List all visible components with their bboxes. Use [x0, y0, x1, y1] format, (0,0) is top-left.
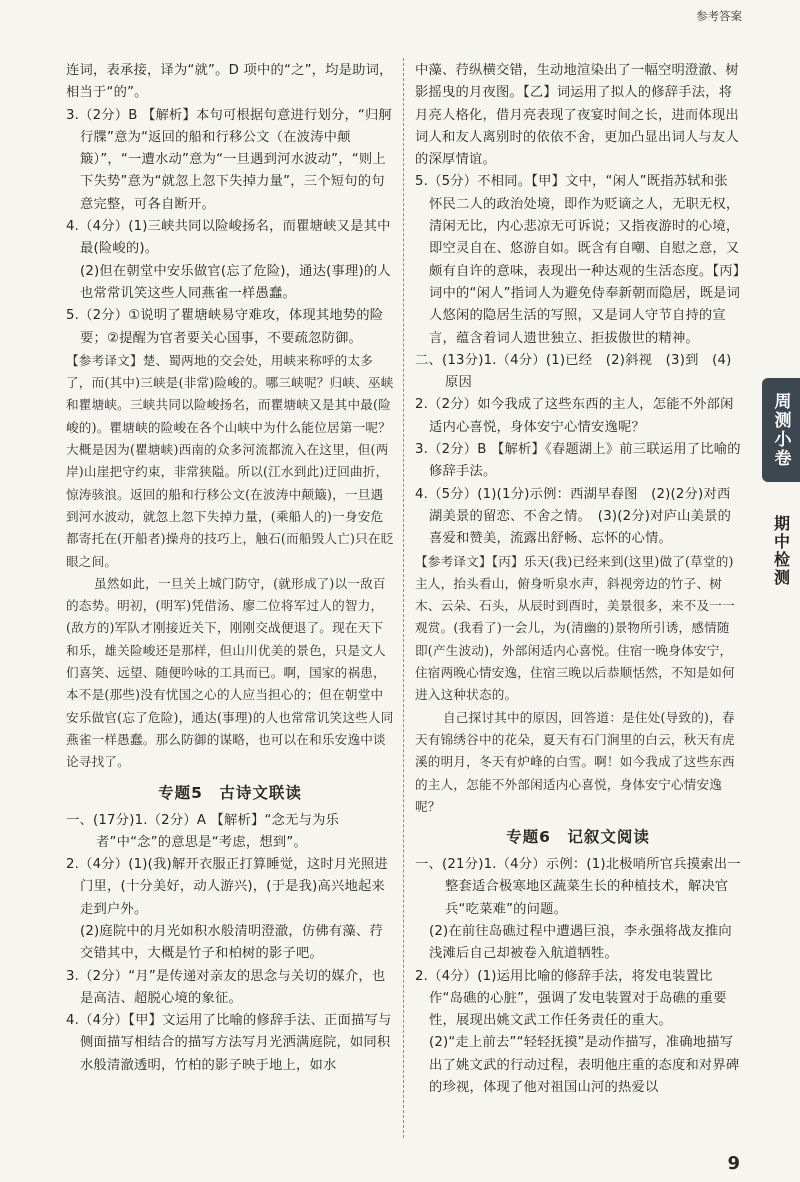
left-column — [66, 60, 394, 1077]
answer-item: 3.（2分）B 【解析】《春题湖上》前三联运用了比喻的修辞手法。 — [415, 442, 741, 480]
answer-item: 3.（2分）B 【解析】本句可根据句意进行划分，“归舸行牒”意为“返回的船和行移公文（在波涛中颠簸）”，“一遭水动”意为“一旦遇到河水波动”，“则上下失势”意为“就忽上忽下失掉力量”，三个短句的句意完整，可各自断开。 — [66, 107, 393, 212]
answer-item: (2)但在朝堂中安乐做官(忘了危险)，通达(事理)的人也常常讥笑这些人同燕雀一样愚蠢。 — [80, 263, 391, 301]
column-divider — [403, 58, 404, 1138]
reference-translation: 虽然如此，一旦关上城门防守，(就形成了)以一敌百的态势。明初，(明军)凭借汤、廖二位将军过人的智力，(敌方的)军队才刚接近关下，刚刚交战便退了。现在天下和乐，雄关险峻还是那样，但山川优美的景色，只是文人们喜笑、远望、随便吟咏的工具而已。啊，国家的祸患，本不是(那些)没有忧国之心的人应当担心的；但在朝堂中安乐做官(忘了危险)，通达(事理)的人也常常讥笑这些人同燕雀一样愚蠢。那么防御的谋略，也可以在和乐安逸中谈论寻找了。 — [66, 575, 394, 770]
answer-item: 3.（2分）“月”是传递对亲友的思念与关切的媒介，也是高洁、超脱心境的象征。 — [66, 968, 386, 1006]
answer-item: (2)庭院中的月光如积水般清明澄澈，仿佛有藻、荇交错其中，大概是竹子和柏树的影子吧。 — [80, 923, 383, 962]
answer-item: 二、(13分)1.（4分）(1)已经 (2)斜视 (3)到 (4)原因 — [415, 352, 732, 391]
answer-text: 中藻、荇纵横交错，生动地渲染出了一幅空明澄澈、树影摇曳的月夜图。【乙】词运用了拟人的修辞手法，将月亮人格化，借月亮表现了夜宴时间之长，进而体现出词人和友人离别时的依依不舍，更加凸显出词人与友人的深厚情谊。 — [415, 63, 739, 168]
answer-text: 连词，表承接，译为“就”。D 项中的“之”，均是助词，相当于“的”。 — [66, 63, 393, 101]
right-column — [415, 60, 741, 1099]
answer-item: 4.（4分）【甲】文运用了比喻的修辞手法、正面描写与侧面描写相结合的描写方法写月光洒满庭院，如同积水般清澈透明，竹柏的影子映于地上，如水 — [66, 1013, 392, 1073]
answer-item: 一、(17分)1.（2分）A 【解析】“念无与为乐者”中“念”的意思是“考虑，想到”。 — [66, 812, 340, 850]
side-tab-midterm: 期中检测 — [771, 515, 791, 587]
answer-item: 4.（4分）(1)三峡共同以险峻扬名，而瞿塘峡又是其中最(险峻的)。 — [66, 219, 391, 257]
page-header-title: 参考答案 — [696, 9, 742, 23]
answer-item: 4.（5分）(1)(1分)示例：西湖早春图 (2)(2分)对西湖美景的留恋、不舍之情。 (3)(2分)对庐山美景的喜爱和赞美，流露出舒畅、忘怀的心情。 — [415, 486, 732, 547]
answer-item: 2.（4分）(1)(我)解开衣服正打算睡觉，这时月光照进门里，(十分美好，动人游兴)，(于是我)高兴地起来走到户外。 — [66, 857, 388, 917]
answer-item: (2)在前往岛礁过程中遭遇巨浪，李永强将战友推向浅滩后自己却被卷入航道牺牲。 — [429, 923, 732, 962]
reference-translation: 【参考译文】【丙】乐天(我)已经来到(这里)做了(草堂的)主人，抬头看山，俯身听泉水声，斜视旁边的竹子、树木、云朵、石头，从辰时到酉时，美景很多，来不及一一观赏。(我看了)一会儿，为(清幽的)景物所引诱，感情随即(产生波动)，外部闲适内心喜悦。住宿一晚身体安宁，住宿两晚心情安逸，住宿三晚以后恭顺恬然，不知是如何进入这种状态的。 — [415, 553, 735, 703]
topic-heading: 专题5 古诗文联读 — [158, 783, 302, 802]
answer-item: 5.（5分）不相同。【甲】文中，“闲人”既指苏轼和张怀民二人的政治处境，即作为贬谪之人，无职无权，清闲无比，内心悲凉无可诉说；又指夜游时的心境，即空灵自在、悠游自如。既含有自嘲、自慰之意，又颇有自许的意味，表现出一种达观的生活态度。【丙】词中的“闲人”指词人为避免侍奉新朝而隐居，既是词人悠闲的隐居生活的写照，又是词人守节自持的宣言，蕴含着词人遗世独立、拒拔傲世的精神。 — [415, 174, 741, 346]
reference-translation: 【参考译文】楚、蜀两地的交会处，用峡来称呼的太多了，而(其中)三峡是(非常)险峻的。哪三峡呢？归峡、巫峡和瞿塘峡。三峡共同以险峻扬名，而瞿塘峡又是其中最(险峻的)。瞿塘峡的险峻在各个山峡中为什么能位居第一呢？大概是因为(瞿塘峡)西南的众多河流都流入在这里，但(两岸)山崖把守约束，非常狭隘。所以(江水到此)迂回曲折，惊涛骇浪。返回的船和行移公文(在波涛中颠簸)，一旦遇到河水波动，就忽上忽下失掉力量，(乘船人的)一身安危都寄托在(开船者)操舟的技巧上，触石(而船毁人亡)只在眨眼之间。 — [66, 352, 394, 569]
answer-item: 2.（2分）如今我成了这些东西的主人，怎能不外部闲适内心喜悦，身体安宁心情安逸呢？ — [415, 397, 734, 435]
answer-item: 5.（2分）①说明了瞿塘峡易守难攻，体现其地势的险要；②提醒为官者要关心国事，不要疏忽防御。 — [66, 308, 384, 346]
reference-translation: 自己探讨其中的原因，回答道：是住处(导致的)，春天有锦绣谷中的花朵，夏天有石门涧里的白云，秋天有虎溪的明月，冬天有炉峰的白雪。啊！如今我成了这些东西的主人，怎能不外部闲适内心喜悦，身体安宁心情安逸呢？ — [415, 709, 735, 814]
side-tab — [756, 378, 800, 738]
answer-item: (2)“走上前去”“轻轻抚摸”是动作描写，准确地描写出了姚文武的行动过程，表明他庄重的态度和对界碑的珍视，体现了他对祖国山河的热爱以 — [429, 1035, 740, 1096]
answer-item: 一、(21分)1.（4分）示例：(1)北极哨所官兵摸索出一整套适合极寒地区蔬菜生长的种植技术，解决官兵“吃菜难”的问题。 — [415, 857, 741, 917]
topic-heading: 专题6 记叙文阅读 — [506, 828, 650, 847]
answer-item: 2.（4分）(1)运用比喻的修辞手法，将发电装置比作“岛礁的心脏”，强调了发电装置对于岛礁的重要性，展现出姚文武工作任务责任的重大。 — [415, 968, 727, 1029]
side-tab-weekly: 周测小卷 — [762, 378, 800, 482]
page-number: 9 — [727, 1153, 740, 1174]
